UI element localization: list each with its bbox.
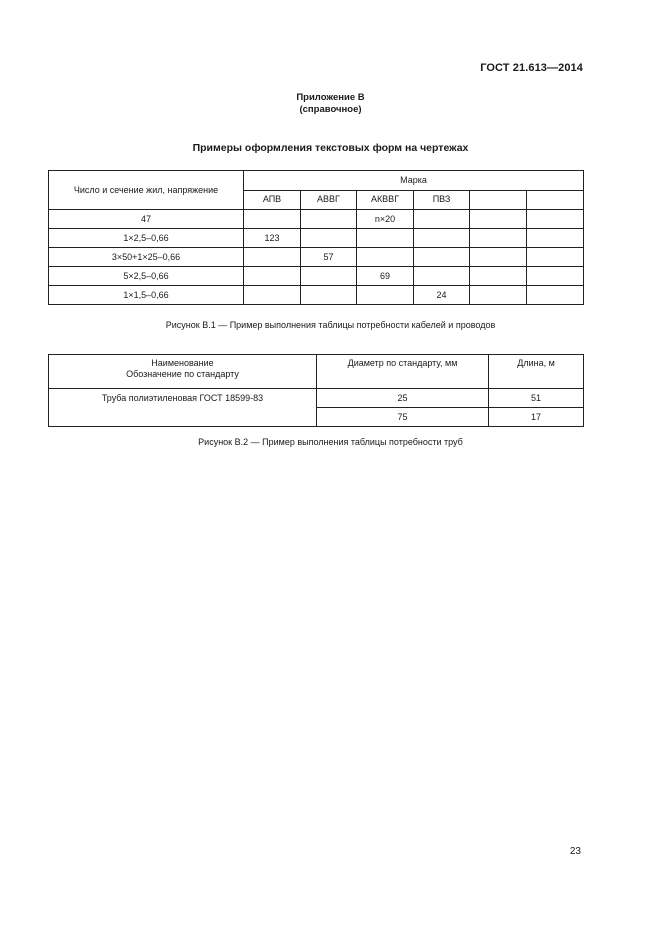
name-header-line1: Наименование <box>151 358 214 368</box>
table-row <box>49 286 584 305</box>
length-header-cell: Длина, м <box>489 355 584 389</box>
appendix-title: Приложение В <box>296 92 365 103</box>
value-cell <box>244 248 301 267</box>
brand-header-cell: АВВГ <box>301 190 357 210</box>
value-cell <box>244 286 301 305</box>
name-header-line2: Обозначение по стандарту <box>126 369 239 379</box>
value-cell <box>470 210 527 229</box>
appendix-subtitle: (справочное) <box>299 104 362 115</box>
brand-header-cell: ПВЗ <box>414 190 470 210</box>
value-cell <box>301 210 357 229</box>
value-cell <box>470 248 527 267</box>
value-cell <box>301 229 357 248</box>
table-row <box>49 248 584 267</box>
value-cell <box>357 286 414 305</box>
value-cell <box>527 229 584 248</box>
value-cell <box>470 267 527 286</box>
value-cell <box>244 267 301 286</box>
row-label-cell: 1×2,5–0,66 <box>49 229 244 248</box>
value-cell <box>301 267 357 286</box>
brand-header-cell: АКВВГ <box>357 190 414 210</box>
value-cell <box>527 286 584 305</box>
value-cell <box>414 267 470 286</box>
value-cell <box>414 229 470 248</box>
value-cell: 69 <box>357 267 414 286</box>
value-cell <box>414 248 470 267</box>
value-cell <box>301 286 357 305</box>
row-label-cell: 47 <box>49 210 244 229</box>
value-cell <box>414 210 470 229</box>
document-code: ГОСТ 21.613—2014 <box>480 62 583 74</box>
value-cell <box>357 229 414 248</box>
figure-caption-1: Рисунок В.1 — Пример выполнения таблицы потребности кабелей и проводов <box>165 320 496 330</box>
value-cell: n×20 <box>357 210 414 229</box>
brand-header-cell <box>527 190 584 210</box>
table-header-row <box>49 171 584 191</box>
diameter-header-cell: Диаметр по стандарту, мм <box>317 355 489 389</box>
brand-header-cell <box>470 190 527 210</box>
pipe-requirements-table <box>48 354 584 427</box>
row-label-cell: 1×1,5–0,66 <box>49 286 244 305</box>
diameter-cell: 25 <box>317 389 489 408</box>
row-header-cell: Число и сечение жил, напряжение <box>49 171 244 210</box>
length-cell: 17 <box>489 408 584 427</box>
value-cell <box>527 210 584 229</box>
row-label-cell: 5×2,5–0,66 <box>49 267 244 286</box>
name-header-cell <box>49 355 317 389</box>
value-cell <box>357 248 414 267</box>
value-cell <box>527 248 584 267</box>
row-label-cell: 3×50+1×25–0,66 <box>49 248 244 267</box>
value-cell <box>527 267 584 286</box>
value-cell: 24 <box>414 286 470 305</box>
table-header-row <box>49 355 584 389</box>
figure-caption-2: Рисунок В.2 — Пример выполнения таблицы потребности труб <box>198 437 463 447</box>
section-title: Примеры оформления текстовых форм на чертежах <box>192 142 469 154</box>
table-row <box>49 389 584 408</box>
table-row <box>49 267 584 286</box>
page-number: 23 <box>569 846 581 857</box>
value-cell: 123 <box>244 229 301 248</box>
brand-header-cell: АПВ <box>244 190 301 210</box>
diameter-cell: 75 <box>317 408 489 427</box>
appendix-heading <box>0 92 661 116</box>
value-cell: 57 <box>301 248 357 267</box>
brand-group-header: Марка <box>244 171 584 191</box>
table-row <box>49 210 584 229</box>
length-cell: 51 <box>489 389 584 408</box>
cable-requirements-table <box>48 170 584 305</box>
value-cell <box>470 229 527 248</box>
value-cell <box>470 286 527 305</box>
table-row <box>49 229 584 248</box>
value-cell <box>244 210 301 229</box>
item-name-cell: Труба полиэтиленовая ГОСТ 18599-83 <box>49 389 317 427</box>
